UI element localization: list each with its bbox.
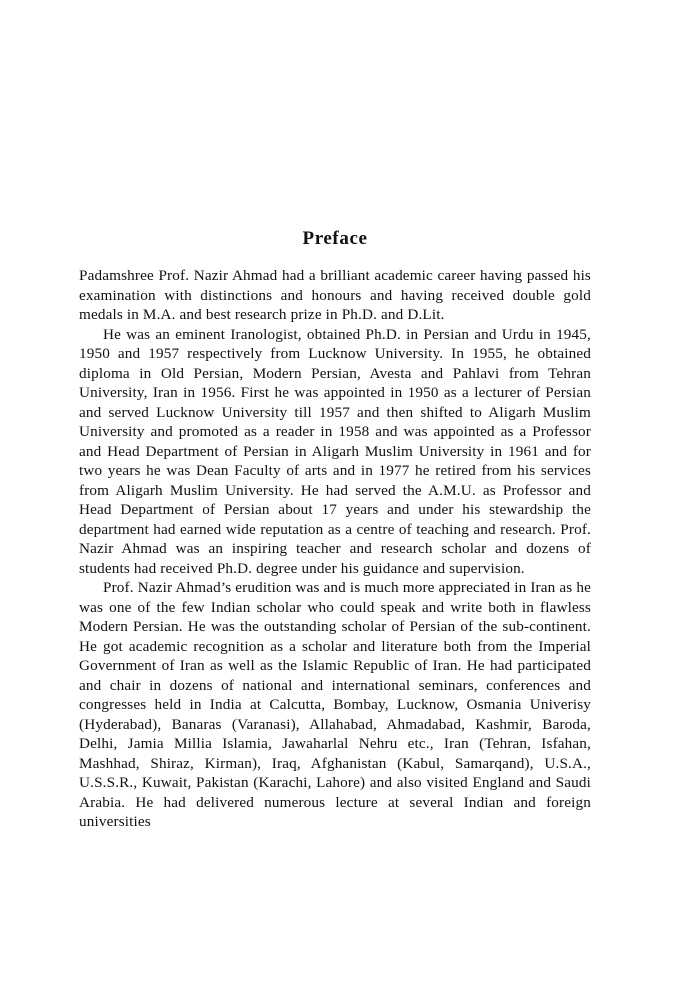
paragraph-intro: Padamshree Prof. Nazir Ahmad had a brilliant academic career having passed his examination with distinctions and honours and having received double gold medals in M.A. and best research prize in Ph.D. and D.Lit. [79,267,591,323]
paragraph-recognition: Prof. Nazir Ahmad’s erudition was and is much more appreciated in Iran as he was one of the few Indian scholar who could speak and write both in flawless Modern Persian. He was the outstanding scholar of Persian of the sub-continent. He got academic recognition as a scholar and literature both from the Imperial Government of Iran as well as the Islamic Republic of Iran. He had participated and chair in dozens of national and international seminars, conferences and congresses held in India at Calcutta, Bombay, Lucknow, Osmania Univerisy (Hyderabad), Banaras (Varanasi), Allahabad, Ahmadabad, Kashmir, Baroda, Delhi, Jamia Millia Islamia, Jawaharlal Nehru etc., Iran (Tehran, Isfahan, Mashhad, Shiraz, Kirman), Iraq, Afghanistan (Kabul, Samarqand), U.S.A., U.S.S.R., Kuwait, Pakistan (Karachi, Lahore) and also visited England and Saudi Arabia. He had delivered numerous lecture at several Indian and foreign universities [79,579,591,830]
page-title: Preface [302,228,368,249]
preface-body [79,266,591,832]
paragraph-career: He was an eminent Iranologist, obtained Ph.D. in Persian and Urdu in 1945, 1950 and 1957 respectively from Lucknow University. In 1955, he obtained diploma in Old Persian, Modern Persian, Avesta and Pahlavi from Tehran University, Iran in 1956. First he was appointed in 1950 as a lecturer of Persian and served Lucknow University till 1957 and then shifted to Aligarh Muslim University and promoted as a reader in 1958 and was appointed as a Professor and Head Department of Persian in Aligarh Muslim University in 1961 and for two years he was Dean Faculty of arts and in 1977 he retired from his services from Aligarh Muslim University. He had served the A.M.U. as Professor and Head Department of Persian about 17 years and under his stewardship the department had earned wide reputation as a centre of teaching and research. Prof. Nazir Ahmad was an inspiring teacher and research scholar and dozens of students had received Ph.D. degree under his guidance and supervision. [79,325,591,577]
